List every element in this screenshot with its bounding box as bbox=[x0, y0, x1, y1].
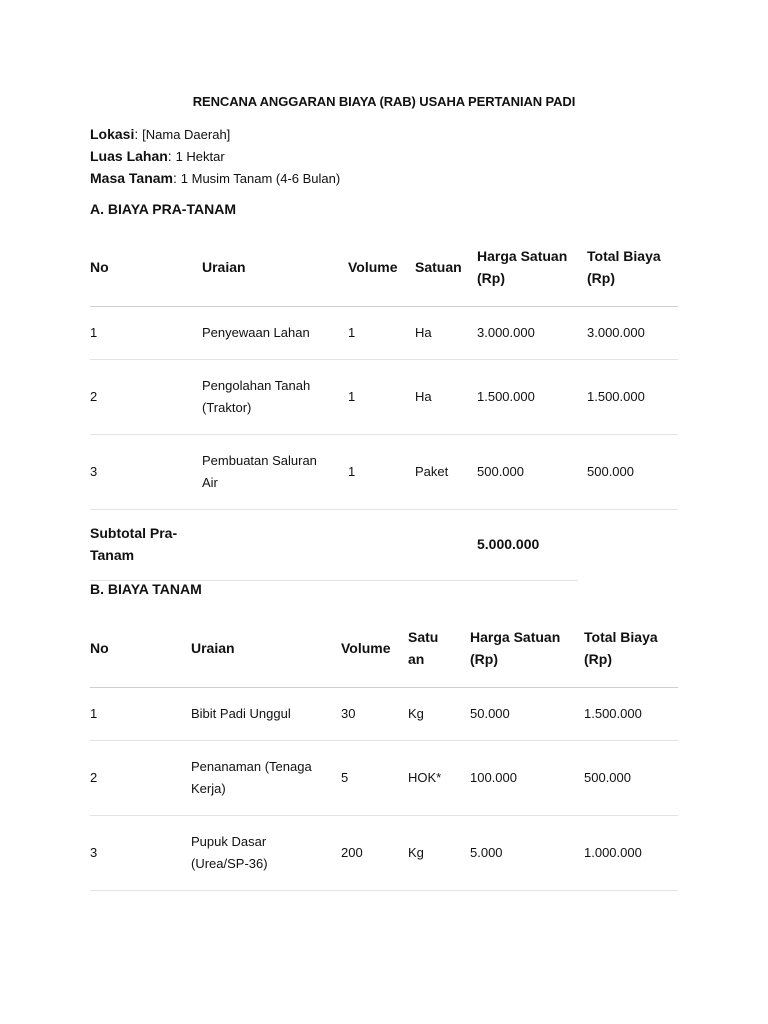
cell-no: 3 bbox=[90, 464, 98, 479]
subtotal-value: 5.000.000 bbox=[477, 535, 540, 552]
meta-location-label: Lokasi bbox=[90, 126, 135, 142]
cell-volume: 1 bbox=[348, 464, 356, 479]
cell-total-cost: 500.000 bbox=[587, 464, 634, 479]
subtotal-row bbox=[90, 507, 578, 581]
cell-unit-price: 3.000.000 bbox=[477, 325, 535, 340]
cell-no: 2 bbox=[90, 389, 98, 404]
table-row bbox=[90, 307, 678, 360]
cell-volume: 1 bbox=[348, 389, 356, 404]
cell-unit-price: 500.000 bbox=[477, 464, 524, 479]
cell-total-cost: 500.000 bbox=[584, 770, 631, 785]
header-description: Uraian bbox=[202, 259, 246, 275]
cell-unit-price: 5.000 bbox=[470, 845, 503, 860]
table-header-row bbox=[90, 228, 678, 307]
cell-volume: 30 bbox=[341, 706, 356, 721]
cell-unit: HOK* bbox=[408, 770, 442, 785]
cell-description: Pembuatan Saluran Air bbox=[202, 453, 317, 490]
header-description: Uraian bbox=[191, 640, 235, 656]
section-b-title: B. BIAYA TANAM bbox=[90, 581, 202, 597]
cell-unit: Kg bbox=[408, 706, 424, 721]
header-unit: Satuan bbox=[415, 259, 462, 275]
cell-volume: 1 bbox=[348, 325, 356, 340]
meta-land-area: Luas Lahan: 1 Hektar bbox=[90, 148, 225, 164]
table-header-row bbox=[90, 609, 678, 688]
document-title: RENCANA ANGGARAN BIAYA (RAB) USAHA PERTANIAN PADI bbox=[192, 94, 576, 109]
cell-unit: Ha bbox=[415, 389, 432, 404]
cell-description: Bibit Padi Unggul bbox=[191, 706, 291, 721]
section-a-title: A. BIAYA PRA-TANAM bbox=[90, 201, 236, 217]
cell-unit-price: 50.000 bbox=[470, 706, 510, 721]
cell-total-cost: 1.500.000 bbox=[587, 389, 645, 404]
meta-planting-period: Masa Tanam: 1 Musim Tanam (4-6 Bulan) bbox=[90, 170, 341, 186]
cell-volume: 5 bbox=[341, 770, 349, 785]
header-total-cost: Total Biaya (Rp) bbox=[587, 248, 661, 286]
header-unit: Satuan bbox=[408, 629, 439, 667]
cell-description: Pengolahan Tanah (Traktor) bbox=[202, 378, 311, 415]
table-row bbox=[90, 360, 678, 435]
header-no: No bbox=[90, 640, 109, 656]
meta-planting-period-value: 1 Musim Tanam (4-6 Bulan) bbox=[180, 171, 341, 186]
cell-description: Pupuk Dasar (Urea/SP-36) bbox=[191, 834, 268, 871]
header-unit-price: Harga Satuan (Rp) bbox=[477, 248, 568, 286]
table-row bbox=[90, 435, 678, 510]
header-volume: Volume bbox=[348, 259, 398, 275]
cell-no: 1 bbox=[90, 706, 98, 721]
cell-volume: 200 bbox=[341, 845, 363, 860]
cell-unit: Kg bbox=[408, 845, 424, 860]
cell-total-cost: 1.000.000 bbox=[584, 845, 642, 860]
meta-land-area-label: Luas Lahan bbox=[90, 148, 168, 164]
meta-location: Lokasi: [Nama Daerah] bbox=[90, 126, 231, 142]
meta-land-area-value: 1 Hektar bbox=[175, 149, 225, 164]
cell-total-cost: 3.000.000 bbox=[587, 325, 645, 340]
header-volume: Volume bbox=[341, 640, 391, 656]
cell-unit-price: 1.500.000 bbox=[477, 389, 535, 404]
cell-total-cost: 1.500.000 bbox=[584, 706, 642, 721]
header-no: No bbox=[90, 259, 109, 275]
meta-location-value: [Nama Daerah] bbox=[142, 127, 231, 142]
cell-unit-price: 100.000 bbox=[470, 770, 517, 785]
cell-no: 2 bbox=[90, 770, 98, 785]
table-row bbox=[90, 816, 678, 891]
subtotal-label: Subtotal Pra-Tanam bbox=[90, 524, 178, 563]
table-row bbox=[90, 688, 678, 741]
cell-no: 3 bbox=[90, 845, 98, 860]
header-unit-price: Harga Satuan (Rp) bbox=[470, 629, 561, 667]
planting-table bbox=[90, 609, 678, 891]
cell-description: Penyewaan Lahan bbox=[202, 325, 310, 340]
table-row bbox=[90, 741, 678, 816]
cell-description: Penanaman (Tenaga Kerja) bbox=[191, 759, 312, 796]
meta-planting-period-label: Masa Tanam bbox=[90, 170, 173, 186]
cell-unit: Ha bbox=[415, 325, 432, 340]
cell-unit: Paket bbox=[415, 464, 449, 479]
pre-planting-table bbox=[90, 228, 678, 510]
header-total-cost: Total Biaya (Rp) bbox=[584, 629, 658, 667]
cell-no: 1 bbox=[90, 325, 98, 340]
